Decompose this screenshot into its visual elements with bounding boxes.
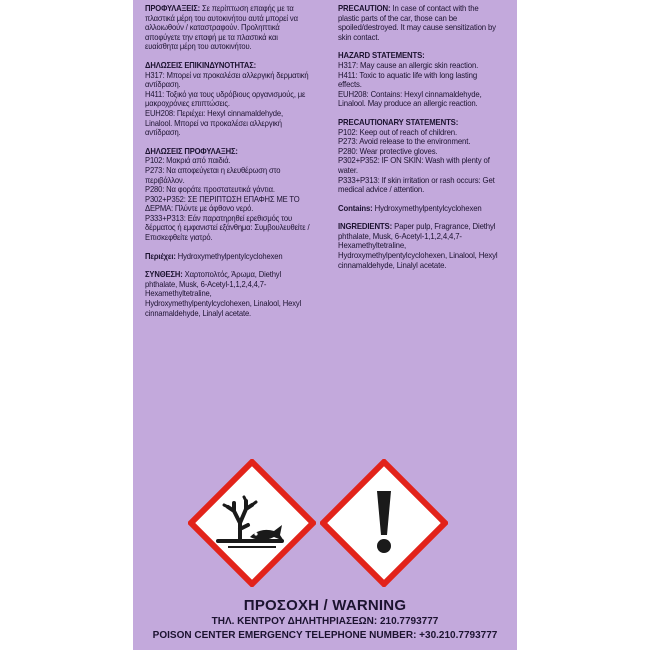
greek-contains-heading: Περιέχει: <box>145 251 176 261</box>
english-ingredients <box>338 222 500 270</box>
greek-precautionary-line: P333+P313: Εάν παρατηρηθεί ερεθισμός του δέρματος ή εμφανιστεί εξάνθημα: Συμβουλευθείτε / Επισκεφθείτε γιατρό. <box>145 213 310 243</box>
english-hazard-statements <box>338 51 500 109</box>
greek-hazard-statements <box>145 61 311 138</box>
english-precautionary-line: P273: Avoid release to the environment. <box>338 137 471 147</box>
greek-poison-center-phone: ΤΗΛ. ΚΕΝΤΡΟΥ ΔΗΛΗΤΗΡΙΑΣΕΩΝ: 210.7793777 <box>211 616 439 627</box>
product-label <box>133 0 517 650</box>
english-contains-heading: Contains: <box>338 203 373 213</box>
environment-hazard-icon <box>188 459 316 587</box>
english-hazard-heading: HAZARD STATEMENTS: <box>338 51 425 61</box>
warning-title: ΠΡΟΣΟΧΗ / WARNING <box>243 597 407 614</box>
english-precaution-text: In case of contact with the plastic parts of the car, those can be spoiled/destroyed. It may cause sensitization by skin contact. <box>338 4 496 42</box>
greek-precautionary-statements <box>145 147 311 243</box>
greek-hazard-line: H411: Τοξικό για τους υδρόβιους οργανισμούς, με μακροχρόνιες επιπτώσεις. <box>145 89 306 109</box>
greek-precautionary-line: P280: Να φοράτε προστατευτικά γάντια. <box>145 185 275 195</box>
ghs-pictograms <box>133 459 517 589</box>
greek-hazard-line: H317: Μπορεί να προκαλέσει αλλεργική δερματική αντίδραση. <box>145 70 309 90</box>
english-contains-text: Hydroxymethylpentylcyclohexen <box>374 203 482 213</box>
english-precautionary-line: P102: Keep out of reach of children. <box>338 127 457 137</box>
greek-precaution-text: Σε περίπτωση επαφής με τα πλαστικά μέρη του αυτοκινήτου αυτά μπορεί να αλλοιωθούν / καταστραφούν. Προληπτικά αποφύγετε την επαφή με τα πλαστικά και ευαίσθητα μέρη του αυτοκινήτου. <box>145 4 298 52</box>
greek-precautionary-line: P273: Να αποφεύγεται η ελευθέρωση στο περιβάλλον. <box>145 165 281 185</box>
poison-center-phone: POISON CENTER EMERGENCY TELEPHONE NUMBER: +30.210.7793777 <box>152 630 498 641</box>
greek-ingredients-heading: ΣΥΝΘΕΣΗ: <box>145 270 183 280</box>
english-precaution <box>338 4 500 42</box>
english-precaution-heading: PRECAUTION: <box>338 4 391 13</box>
greek-hazard-heading: ΔΗΛΩΣΕΙΣ ΕΠΙΚΙΝΔΥΝΟΤΗΤΑΣ: <box>145 60 257 70</box>
greek-ingredients-text: Χαρτοπολτός, Άρωμα, Diethyl phthalate, Musk, 6-Acetyl-1,1,2,4,4,7-Hexamethyltetraline, Hydroxymethylpentylcyclohexen, Linalool, Hexyl cinnamaldehyde, Linalyl acetate. <box>145 270 302 318</box>
greek-precautionary-heading: ΔΗΛΩΣΕΙΣ ΠΡΟΦΥΛΑΞΗΣ: <box>145 146 238 156</box>
english-precautionary-line: P302+P352: IF ON SKIN: Wash with plenty of water. <box>338 156 490 175</box>
english-hazard-line: EUH208: Contains: Hexyl cinnamaldehyde, Linalool. May produce an allergic reaction. <box>338 89 482 109</box>
english-ingredients-heading: INGREDIENTS: <box>338 222 393 232</box>
english-hazard-line: H317: May cause an allergic skin reaction. <box>338 60 479 70</box>
greek-ingredients <box>145 270 311 318</box>
english-ingredients-text: Paper pulp, Fragrance, Diethyl phthalate, Musk, 6-Acetyl-1,1,2,4,4,7-Hexamethyltetraline, Hydroxymethylpentylcyclohexen, Linalool, Hexyl cinnamaldehyde, Linalyl acetate. <box>338 222 498 270</box>
greek-hazard-line: EUH208: Περιέχει: Hexyl cinnamaldehyde, Linalool. Μπορεί να προκαλέσει αλλεργική αντίδραση. <box>145 108 283 138</box>
english-hazard-line: H411: Toxic to aquatic life with long lasting effects. <box>338 70 478 90</box>
english-precautionary-line: P333+P313: If skin irritation or rash occurs: Get medical advice / attention. <box>338 175 495 195</box>
greek-precautionary-line: P302+P352: ΣΕ ΠΕΡΙΠΤΩΣΗ ΕΠΑΦΗΣ ΜΕ ΤΟ ΔΕΡΜΑ: Πλύντε με άφθονο νερό. <box>145 194 300 214</box>
greek-precaution-heading: ΠΡΟΦΥΛΑΞΕΙΣ: <box>145 4 201 13</box>
english-contains <box>338 204 500 214</box>
english-precautionary-line: P280: Wear protective gloves. <box>338 146 438 156</box>
english-column <box>338 4 500 279</box>
greek-precaution <box>145 4 311 52</box>
greek-contains-text: Hydroxymethylpentylcyclohexen <box>177 251 283 261</box>
greek-column <box>145 4 311 327</box>
english-precautionary-heading: PRECAUTIONARY STATEMENTS: <box>338 117 459 127</box>
greek-contains <box>145 252 311 262</box>
exclamation-mark-icon <box>320 459 448 587</box>
greek-precautionary-line: P102: Μακριά από παιδιά. <box>145 156 231 166</box>
english-precautionary-statements <box>338 118 500 195</box>
